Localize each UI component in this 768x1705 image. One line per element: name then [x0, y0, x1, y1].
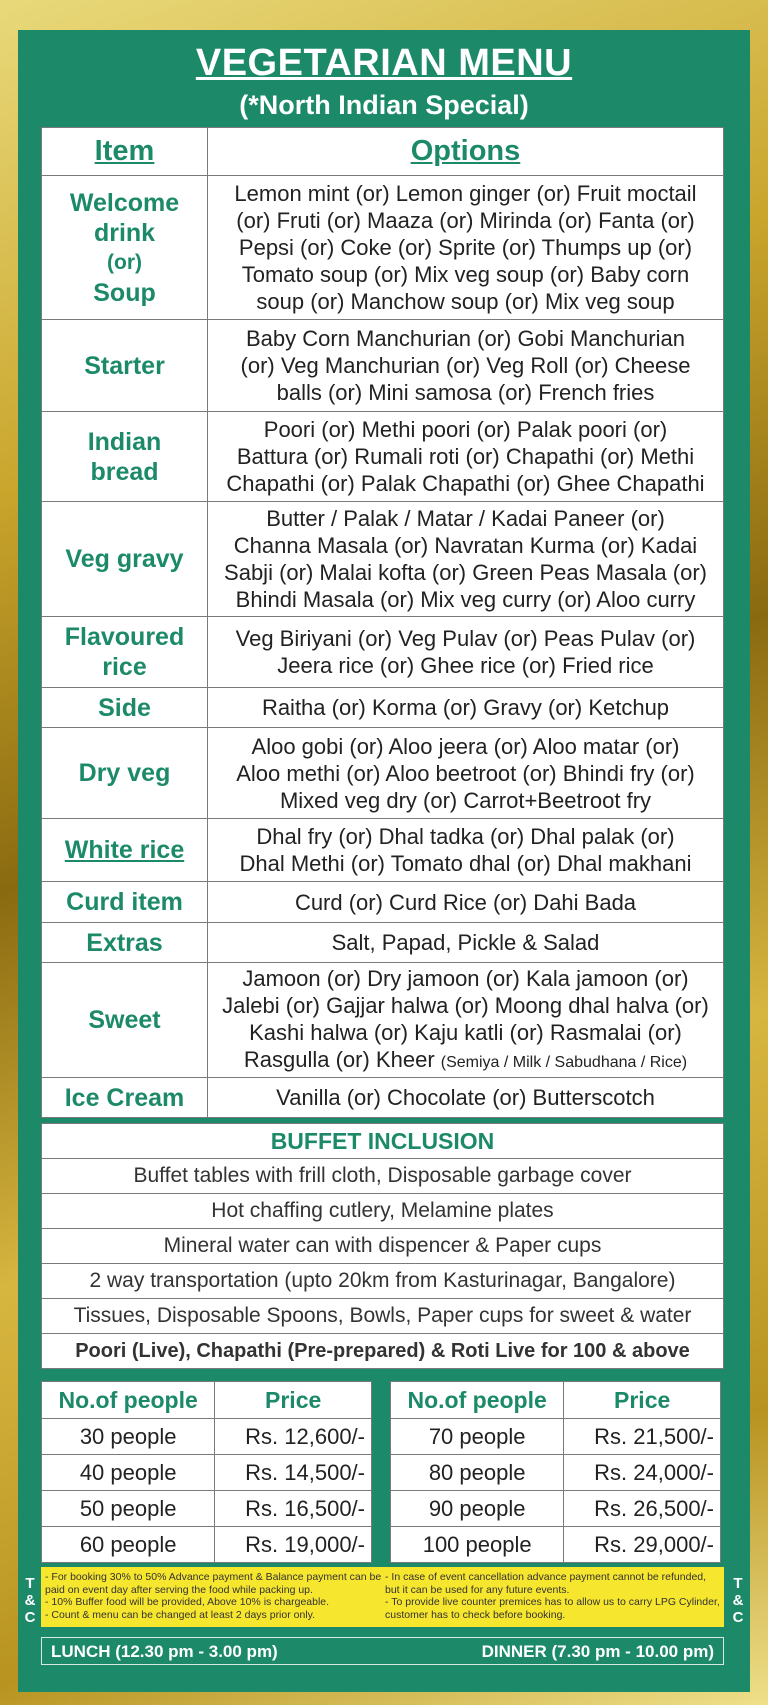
- menu-item-label: [42, 728, 208, 819]
- price-value: Rs. 16,500/-: [215, 1491, 372, 1527]
- menu-item-options: [208, 963, 724, 1078]
- option-line: Kashi halwa (or) Kaju katli (or) Rasmalai (or): [249, 1019, 682, 1045]
- menu-row-veg-gravy: [42, 502, 724, 617]
- price-col-people: No.of people: [42, 1382, 215, 1419]
- terms-line: - In case of event cancellation advance payment cannot be refunded, but it can be used for any future events.: [385, 1571, 707, 1596]
- item-line: Side: [98, 693, 151, 722]
- terms-label-char: &: [24, 1592, 36, 1609]
- menu-item-options: [208, 320, 724, 412]
- people-count: 100 people: [391, 1527, 564, 1563]
- price-row: [42, 1527, 372, 1563]
- option-text: Rasgulla (or) Kheer: [243, 1046, 435, 1072]
- item-line: Starter: [84, 351, 165, 380]
- option-line: Jeera rice (or) Ghee rice (or) Fried rice: [277, 653, 654, 678]
- terms-label-left: [21, 1575, 39, 1626]
- menu-row-ice-cream: [42, 1078, 724, 1118]
- people-count: 30 people: [42, 1419, 215, 1455]
- price-value: Rs. 12,600/-: [215, 1419, 372, 1455]
- option-line: [211, 1046, 720, 1076]
- people-count: 50 people: [42, 1491, 215, 1527]
- option-line: Tomato soup (or) Mix veg soup (or) Baby corn: [241, 262, 690, 287]
- price-table-left: [41, 1381, 372, 1563]
- menu-row-curd-item: [42, 882, 724, 923]
- price-col-price: Price: [564, 1382, 721, 1419]
- option-line: (or) Veg Manchurian (or) Veg Roll (or) Cheese: [240, 353, 691, 378]
- option-line: Channa Masala (or) Navratan Kurma (or) Kadai: [233, 533, 698, 558]
- menu-item-options: [208, 412, 724, 502]
- menu-item-label: [42, 819, 208, 882]
- menu-col-options: Options: [208, 128, 724, 176]
- terms-label-char: T: [25, 1575, 35, 1592]
- timings-bar: [41, 1637, 724, 1665]
- price-col-price: Price: [215, 1382, 372, 1419]
- buffet-live-note: Poori (Live), Chapathi (Pre-prepared) & Roti Live for 100 & above: [42, 1334, 724, 1369]
- option-note: (Semiya / Milk / Sabudhana / Rice): [440, 1053, 688, 1071]
- price-row: [42, 1455, 372, 1491]
- option-line: Poori (or) Methi poori (or) Palak poori (or): [263, 417, 668, 442]
- option-line: Aloo gobi (or) Aloo jeera (or) Aloo matar (or): [251, 733, 680, 759]
- terms-box-right: [381, 1567, 724, 1627]
- option-line: soup (or) Manchow soup (or) Mix veg soup: [256, 289, 675, 314]
- price-value: Rs. 19,000/-: [215, 1527, 372, 1563]
- buffet-item: Hot chaffing cutlery, Melamine plates: [42, 1194, 724, 1229]
- option-line: Battura (or) Rumali roti (or) Chapathi (or) Methi: [236, 444, 695, 469]
- item-line: Curd item: [66, 888, 183, 916]
- terms-label-char: C: [732, 1609, 744, 1626]
- option-line: Mixed veg dry (or) Carrot+Beetroot fry: [279, 787, 652, 813]
- item-line: White rice: [64, 836, 185, 864]
- menu-item-label: [42, 412, 208, 502]
- terms-label-right: [729, 1575, 747, 1626]
- option-line: Chapathi (or) Palak Chapathi (or) Ghee Chapathi: [226, 471, 705, 496]
- option-line: Jalebi (or) Gajjar halwa (or) Moong dhal halva (or): [222, 992, 709, 1018]
- menu-row-side: [42, 688, 724, 728]
- menu-item-options: [208, 617, 724, 688]
- option-line: Salt, Papad, Pickle & Salad: [331, 930, 600, 955]
- lunch-timing: LUNCH (12.30 pm - 3.00 pm): [51, 1642, 278, 1661]
- price-value: Rs. 26,500/-: [564, 1491, 721, 1527]
- option-line: Jamoon (or) Dry jamoon (or) Kala jamoon (or): [242, 965, 689, 991]
- price-value: Rs. 21,500/-: [564, 1419, 721, 1455]
- people-count: 80 people: [391, 1455, 564, 1491]
- menu-col-item: Item: [42, 128, 208, 176]
- menu-row-indian-bread: [42, 412, 724, 502]
- menu-header-row: [42, 128, 724, 176]
- item-line: Dry veg: [78, 759, 171, 787]
- terms-label-char: &: [732, 1592, 744, 1609]
- option-line: Butter / Palak / Matar / Kadai Paneer (or): [266, 506, 665, 531]
- item-line: rice: [102, 653, 147, 681]
- buffet-item: Tissues, Disposable Spoons, Bowls, Paper cups for sweet & water: [42, 1299, 724, 1334]
- buffet-inclusion-table: [41, 1123, 724, 1369]
- menu-row-extras: [42, 923, 724, 963]
- menu-item-options: [208, 882, 724, 923]
- terms-label-char: T: [733, 1575, 743, 1592]
- menu-item-options: [208, 502, 724, 617]
- price-row: [391, 1455, 721, 1491]
- item-line: Welcome: [69, 188, 180, 217]
- terms-line: - For booking 30% to 50% Advance payment & Balance payment can be paid on event day after serving the food while packing up.: [45, 1571, 382, 1596]
- price-row: [391, 1419, 721, 1455]
- menu-item-options: [208, 819, 724, 882]
- terms-box-left: [41, 1567, 398, 1627]
- menu-table: [41, 127, 724, 1118]
- people-count: 40 people: [42, 1455, 215, 1491]
- price-row: [42, 1491, 372, 1527]
- menu-item-options: [208, 728, 724, 819]
- item-line: (or): [107, 250, 142, 274]
- menu-item-options: [208, 688, 724, 728]
- price-row: [391, 1491, 721, 1527]
- item-line: Indian: [87, 427, 162, 456]
- menu-item-label: [42, 1078, 208, 1118]
- option-line: Sabji (or) Malai kofta (or) Green Peas Masala (or): [224, 560, 707, 585]
- item-line: Flavoured: [64, 623, 185, 651]
- people-count: 90 people: [391, 1491, 564, 1527]
- option-line: Bhindi Masala (or) Mix veg curry (or) Aloo curry: [235, 587, 696, 612]
- page-title: VEGETARIAN MENU: [195, 42, 573, 84]
- price-value: Rs. 29,000/-: [564, 1527, 721, 1563]
- price-value: Rs. 14,500/-: [215, 1455, 372, 1491]
- item-line: Ice Cream: [64, 1083, 185, 1112]
- menu-item-label: [42, 617, 208, 688]
- buffet-item: 2 way transportation (upto 20km from Kasturinagar, Bangalore): [42, 1264, 724, 1299]
- price-col-people: No.of people: [391, 1382, 564, 1419]
- menu-item-label: [42, 502, 208, 617]
- menu-item-label: [42, 320, 208, 412]
- buffet-item: Buffet tables with frill cloth, Disposable garbage cover: [42, 1159, 724, 1194]
- menu-item-options: [208, 1078, 724, 1118]
- item-line: Soup: [93, 278, 156, 307]
- people-count: 70 people: [391, 1419, 564, 1455]
- price-table-right: [390, 1381, 721, 1563]
- item-line: bread: [90, 457, 159, 486]
- option-line: Dhal Methi (or) Tomato dhal (or) Dhal makhani: [239, 851, 692, 876]
- item-line: Sweet: [88, 1006, 161, 1034]
- buffet-heading: BUFFET INCLUSION: [42, 1124, 724, 1159]
- menu-item-label: [42, 688, 208, 728]
- menu-card: [18, 30, 750, 1692]
- terms-label-char: C: [24, 1609, 36, 1626]
- option-line: Baby Corn Manchurian (or) Gobi Manchurian: [246, 326, 685, 351]
- option-line: Vanilla (or) Chocolate (or) Butterscotch: [276, 1085, 655, 1110]
- menu-item-label: [42, 882, 208, 923]
- option-line: (or) Fruti (or) Maaza (or) Mirinda (or) Fanta (or): [236, 208, 695, 233]
- menu-row-welcome-drink: [42, 176, 724, 320]
- item-line: Veg gravy: [65, 545, 184, 573]
- menu-item-options: [208, 176, 724, 320]
- menu-row-flavoured-rice: [42, 617, 724, 688]
- price-value: Rs. 24,000/-: [564, 1455, 721, 1491]
- option-line: Dhal fry (or) Dhal tadka (or) Dhal palak (or): [256, 824, 675, 849]
- terms-line: - 10% Buffer food will be provided, Above 10% is chargeable.: [45, 1596, 330, 1608]
- option-line: Aloo methi (or) Aloo beetroot (or) Bhindi fry (or): [236, 760, 695, 786]
- option-line: Curd (or) Curd Rice (or) Dahi Bada: [294, 889, 637, 915]
- option-line: Raitha (or) Korma (or) Gravy (or) Ketchup: [261, 695, 670, 720]
- menu-row-white-rice: [42, 819, 724, 882]
- terms-line: - To provide live counter premices has to allow us to carry LPG Cylinder, customer has to check before booking.: [385, 1596, 720, 1621]
- menu-row-starter: [42, 320, 724, 412]
- menu-row-dry-veg: [42, 728, 724, 819]
- menu-item-options: [208, 923, 724, 963]
- item-line: drink: [93, 218, 156, 247]
- page-subtitle: (*North Indian Special): [239, 90, 529, 120]
- menu-item-label: [42, 963, 208, 1078]
- option-line: balls (or) Mini samosa (or) French fries: [276, 380, 655, 405]
- item-line: Extras: [86, 928, 163, 957]
- menu-item-label: [42, 176, 208, 320]
- menu-row-sweet: [42, 963, 724, 1078]
- menu-item-label: [42, 923, 208, 963]
- option-line: Veg Biriyani (or) Veg Pulav (or) Peas Pulav (or): [235, 626, 696, 651]
- people-count: 60 people: [42, 1527, 215, 1563]
- buffet-item: Mineral water can with dispencer & Paper cups: [42, 1229, 724, 1264]
- price-row: [391, 1527, 721, 1563]
- dinner-timing: DINNER (7.30 pm - 10.00 pm): [481, 1642, 714, 1661]
- option-line: Pepsi (or) Coke (or) Sprite (or) Thumps up (or): [238, 235, 693, 260]
- option-line: Lemon mint (or) Lemon ginger (or) Fruit moctail: [234, 181, 697, 206]
- price-row: [42, 1419, 372, 1455]
- terms-line: - Count & menu can be changed at least 2 days prior only.: [45, 1608, 316, 1621]
